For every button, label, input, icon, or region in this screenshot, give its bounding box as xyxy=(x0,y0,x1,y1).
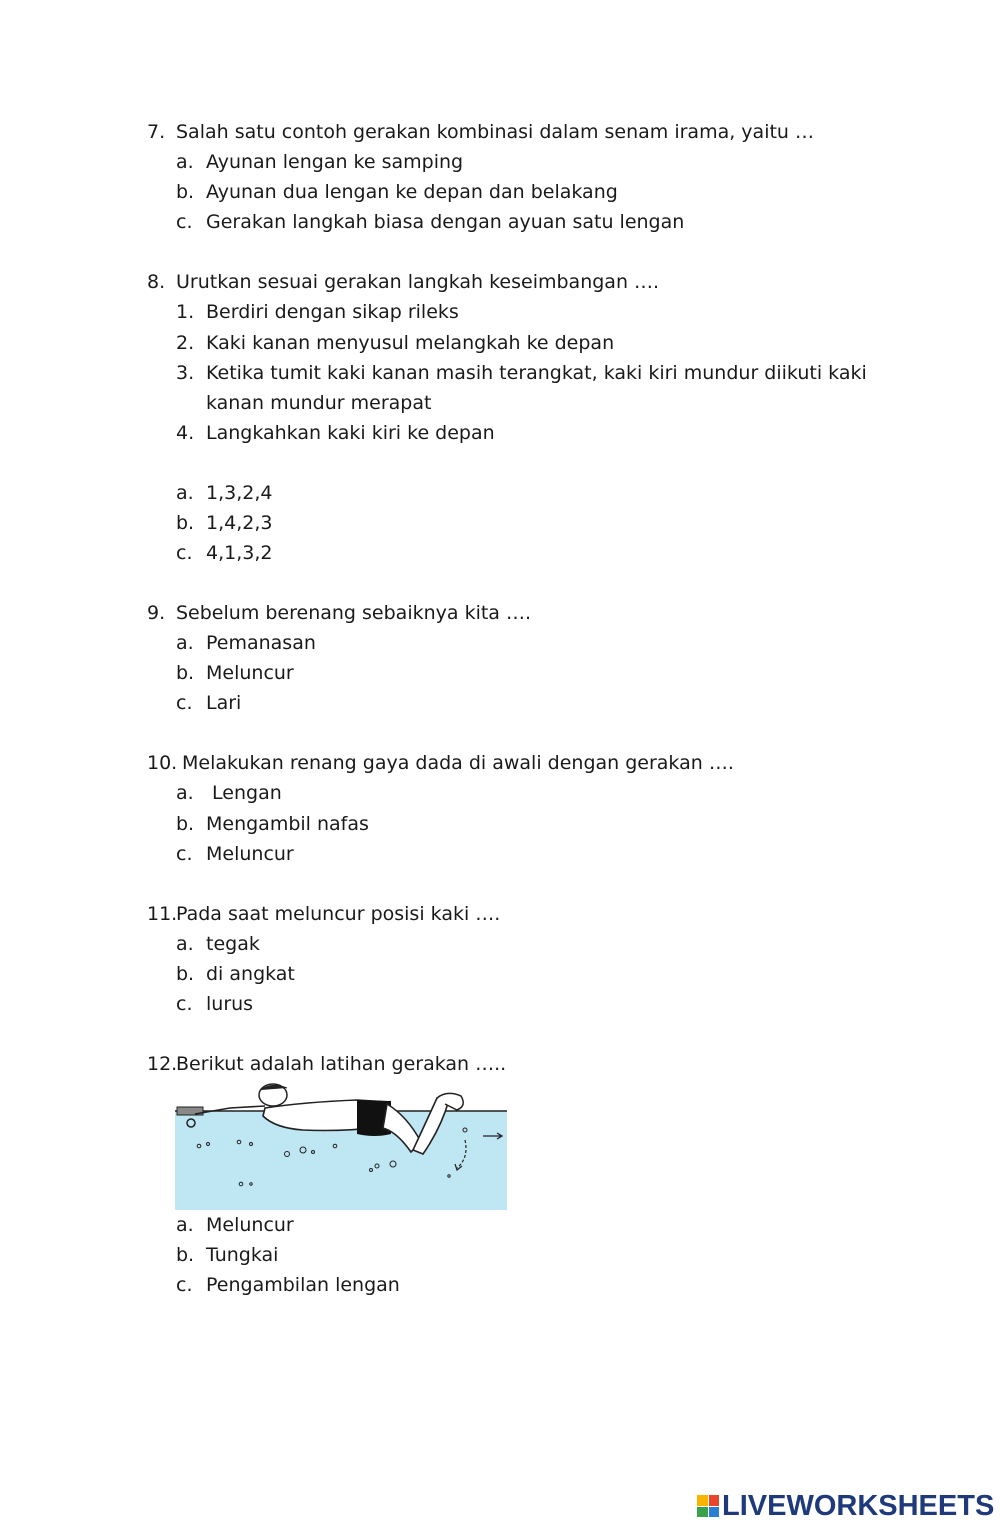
q11-option-a[interactable]: tegak xyxy=(206,933,260,955)
q7-option-a-letter[interactable]: a. xyxy=(176,151,194,173)
q8-step-2: Kaki kanan menyusul melangkah ke depan xyxy=(206,332,615,354)
q11-option-b[interactable]: di angkat xyxy=(206,963,295,985)
q9-option-c-letter[interactable]: c. xyxy=(176,692,193,714)
q8-step-3-number: 3. xyxy=(176,362,195,384)
q7-option-b-letter[interactable]: b. xyxy=(176,181,195,203)
q12-text: Berikut adalah latihan gerakan ….. xyxy=(176,1053,507,1075)
q12-option-c-letter[interactable]: c. xyxy=(176,1274,193,1296)
q12-option-a[interactable]: Meluncur xyxy=(206,1214,294,1236)
q10-option-a[interactable]: Lengan xyxy=(206,782,282,804)
liveworksheets-logo-icon xyxy=(697,1495,719,1517)
q12-option-c[interactable]: Pengambilan lengan xyxy=(206,1274,400,1296)
q9-text: Sebelum berenang sebaiknya kita …. xyxy=(176,602,532,624)
q8-step-3: Ketika tumit kaki kanan masih terangkat, kaki kiri mundur diikuti kaki xyxy=(206,362,867,384)
q7-option-c-letter[interactable]: c. xyxy=(176,211,193,233)
q11-option-c[interactable]: lurus xyxy=(206,993,254,1015)
liveworksheets-logo[interactable] xyxy=(697,1491,994,1521)
q8-option-c[interactable]: 4,1,3,2 xyxy=(206,542,273,564)
q9-number: 9. xyxy=(147,602,166,624)
q11-option-a-letter[interactable]: a. xyxy=(176,933,194,955)
q10-option-b[interactable]: Mengambil nafas xyxy=(206,813,369,835)
q10-option-c-letter[interactable]: c. xyxy=(176,843,193,865)
q12-option-a-letter[interactable]: a. xyxy=(176,1214,194,1236)
q8-option-b-letter[interactable]: b. xyxy=(176,512,195,534)
swimmer-kicking-illustration xyxy=(175,1080,507,1210)
q8-text: Urutkan sesuai gerakan langkah keseimbangan …. xyxy=(176,271,660,293)
q9-option-b[interactable]: Meluncur xyxy=(206,662,294,684)
q8-option-a[interactable]: 1,3,2,4 xyxy=(206,482,273,504)
q8-option-c-letter[interactable]: c. xyxy=(176,542,193,564)
q12-option-b-letter[interactable]: b. xyxy=(176,1244,195,1266)
q12-option-b[interactable]: Tungkai xyxy=(206,1244,279,1266)
q8-step-4: Langkahkan kaki kiri ke depan xyxy=(206,422,495,444)
q8-option-b[interactable]: 1,4,2,3 xyxy=(206,512,273,534)
q9-option-a[interactable]: Pemanasan xyxy=(206,632,316,654)
q7-option-c[interactable]: Gerakan langkah biasa dengan ayuan satu lengan xyxy=(206,211,685,233)
q11-text: Pada saat meluncur posisi kaki …. xyxy=(176,903,501,925)
q7-option-a[interactable]: Ayunan lengan ke samping xyxy=(206,151,464,173)
q8-number: 8. xyxy=(147,271,166,293)
q8-step-1: Berdiri dengan sikap rileks xyxy=(206,301,459,323)
q9-option-a-letter[interactable]: a. xyxy=(176,632,194,654)
q10-number: 10. xyxy=(147,752,178,774)
q10-option-a-letter[interactable]: a. xyxy=(176,782,194,804)
logo-text: LIVEWORKSHEETS xyxy=(722,1489,995,1522)
q10-option-c[interactable]: Meluncur xyxy=(206,843,294,865)
q7-option-b[interactable]: Ayunan dua lengan ke depan dan belakang xyxy=(206,181,618,203)
q9-option-b-letter[interactable]: b. xyxy=(176,662,195,684)
q10-option-b-letter[interactable]: b. xyxy=(176,813,195,835)
q7-text: Salah satu contoh gerakan kombinasi dalam senam irama, yaitu … xyxy=(176,121,815,143)
q8-step-1-number: 1. xyxy=(176,301,195,323)
q8-step-3-continued: kanan mundur merapat xyxy=(206,392,432,414)
q8-step-4-number: 4. xyxy=(176,422,195,444)
q10-text: Melakukan renang gaya dada di awali dengan gerakan …. xyxy=(182,752,734,774)
q11-option-b-letter[interactable]: b. xyxy=(176,963,195,985)
q7-number: 7. xyxy=(147,121,166,143)
q8-step-2-number: 2. xyxy=(176,332,195,354)
q8-option-a-letter[interactable]: a. xyxy=(176,482,194,504)
q9-option-c[interactable]: Lari xyxy=(206,692,242,714)
q12-number: 12. xyxy=(147,1053,178,1075)
q11-number: 11. xyxy=(147,903,178,925)
q11-option-c-letter[interactable]: c. xyxy=(176,993,193,1015)
